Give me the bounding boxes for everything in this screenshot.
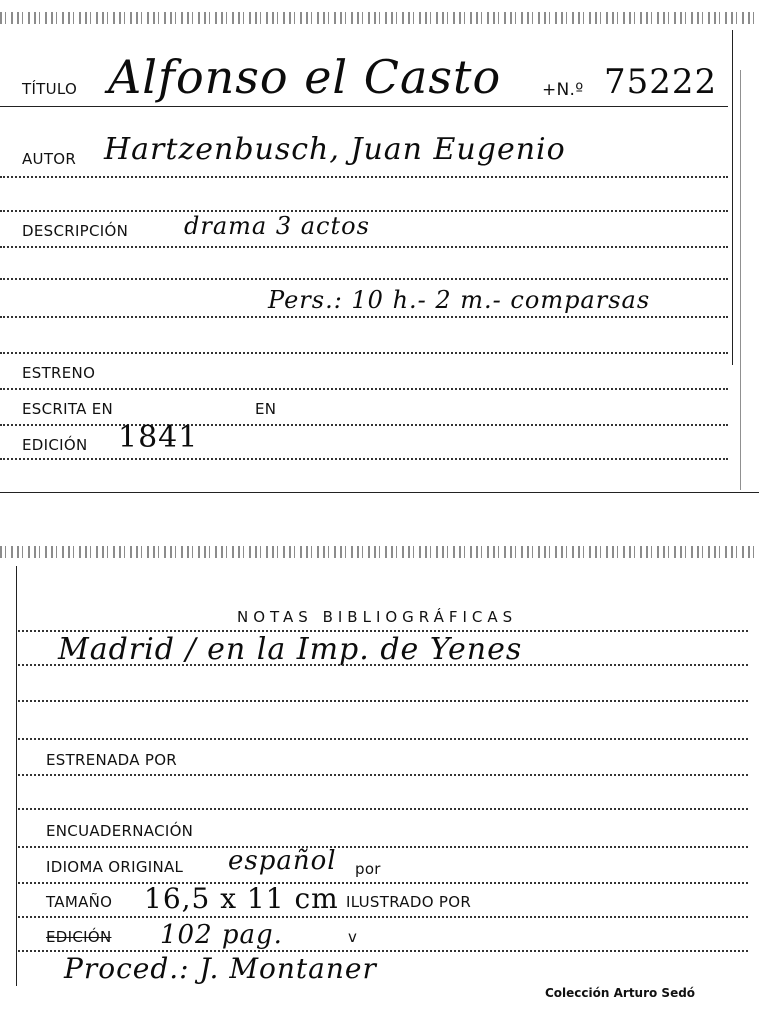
en-label: EN (255, 400, 277, 418)
edicion-label: EDICIÓN (22, 436, 88, 454)
edicion-value: 1841 (118, 420, 199, 455)
edicion-label-back: EDICIÓN (46, 928, 112, 946)
escrita-rule (0, 424, 728, 426)
personajes-value: Pers.: 10 h.- 2 m.- comparsas (268, 286, 651, 314)
autor-value: Hartzenbusch, Juan Eugenio (104, 132, 566, 167)
idioma-label: IDIOMA ORIGINAL (46, 858, 184, 876)
descripcion-value: drama 3 actos (184, 212, 370, 240)
tamano-label: TAMAÑO (46, 893, 113, 911)
idioma-rule (18, 882, 748, 884)
blank-rule-5 (18, 738, 748, 740)
estreno-rule (0, 388, 728, 390)
proced-value: Proced.: J. Montaner (64, 952, 377, 985)
blank-rule-2 (0, 278, 728, 280)
catalog-card-front (0, 0, 759, 500)
notas-value-rule (18, 664, 748, 666)
encuadernacion-label: ENCUADERNACIÓN (46, 822, 194, 840)
estrenada-label: ESTRENADA POR (46, 751, 178, 769)
tamano-value: 16,5 x 11 cm (144, 882, 339, 915)
autor-rule (0, 176, 728, 178)
notas-title: NOTAS BIBLIOGRÁFICAS (237, 608, 518, 626)
por-label: por (355, 860, 381, 878)
tamano-rule (18, 916, 748, 918)
torn-edge-top (0, 12, 759, 24)
blank-rule-6 (18, 808, 748, 810)
blank-rule-4 (18, 700, 748, 702)
v-label: v (348, 928, 358, 946)
titulo-rule (0, 106, 728, 107)
autor-label: AUTOR (22, 150, 77, 168)
paginas-value: 102 pag. (160, 920, 283, 950)
descripcion-rule (0, 246, 728, 248)
descripcion-label: DESCRIPCIÓN (22, 222, 129, 240)
card-bottom-edge (0, 492, 759, 493)
card-edge-shadow (740, 70, 741, 490)
notas-value: Madrid / en la Imp. de Yenes (58, 632, 523, 667)
torn-edge-top (0, 546, 759, 558)
card-left-border (16, 566, 17, 986)
numero-label: +N.º (542, 80, 584, 100)
escrita-label: ESCRITA EN (22, 400, 114, 418)
edicion-rule (0, 458, 728, 460)
estrenada-rule (18, 774, 748, 776)
numero-value: 75222 (604, 62, 718, 102)
titulo-label: TÍTULO (22, 80, 78, 98)
titulo-value: Alfonso el Casto (108, 50, 502, 104)
encuadernacion-rule (18, 846, 748, 848)
idioma-value: español (228, 846, 337, 876)
coleccion-stamp: Colección Arturo Sedó (545, 986, 696, 1000)
estreno-label: ESTRENO (22, 364, 96, 382)
personajes-rule (0, 316, 728, 318)
card-right-border (732, 30, 733, 365)
ilustrado-label: ILUSTRADO POR (346, 893, 472, 911)
blank-rule-3 (0, 352, 728, 354)
